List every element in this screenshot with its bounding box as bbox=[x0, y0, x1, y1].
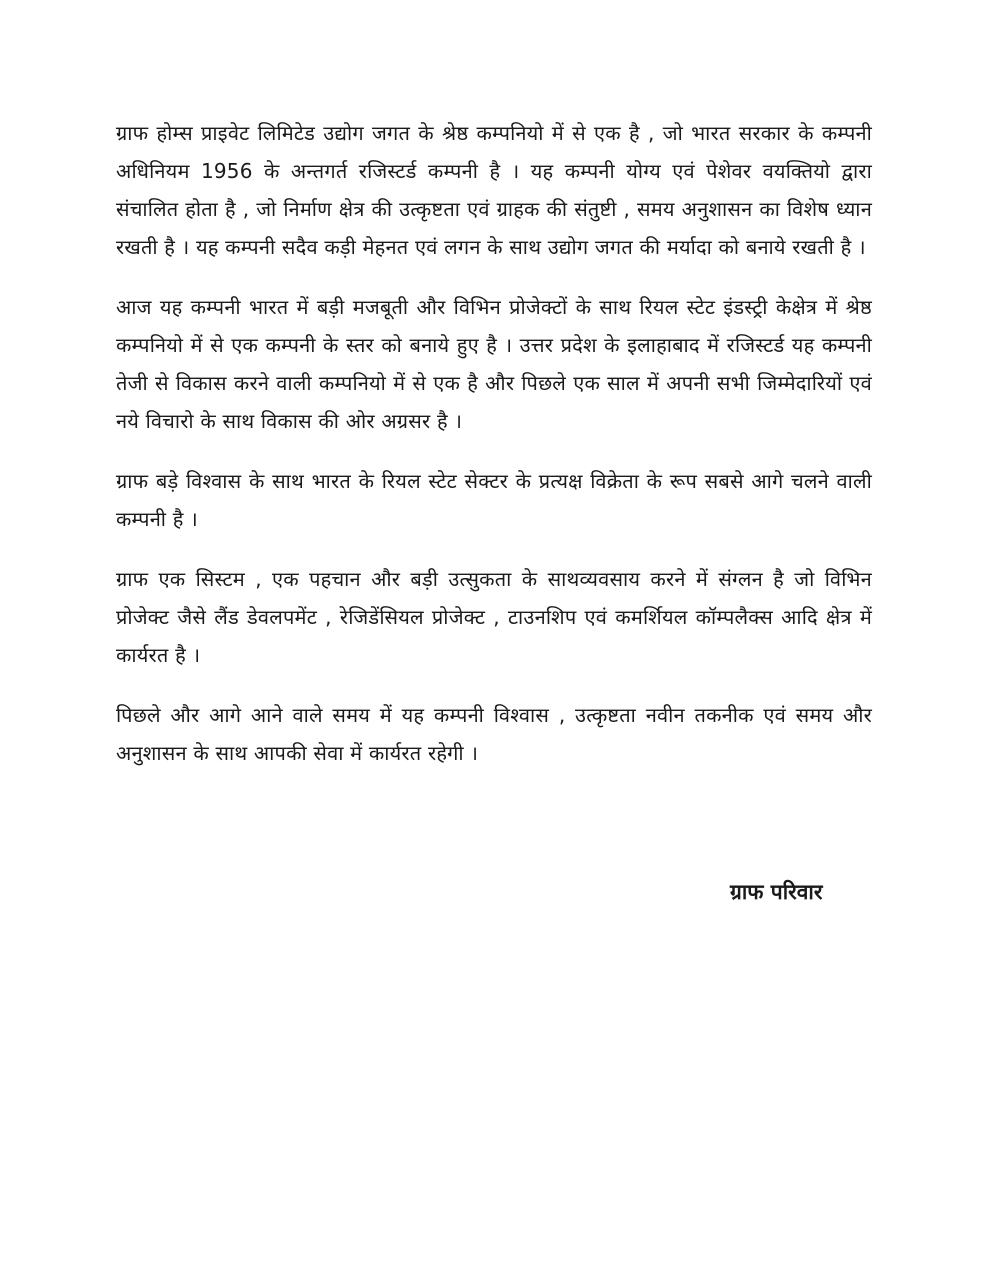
paragraph-company-intro: ग्राफ होम्स प्राइवेट लिमिटेड उद्योग जगत के श्रेष्ठ कम्पनियो में से एक है , जो भारत सरकार के कम्पनी अधिनियम 1956 के अन्तगर्त रजिस्टर्ड कम्पनी है । यह कम्पनी योग्य एवं पेशेवर वयक्तियो द्वारा संचालित होता है , जो निर्माण क्षेत्र की उत्कृष्टता एवं ग्राहक की संतुष्टी , समय अनुशासन का विशेष ध्यान रखती है । यह कम्पनी सदैव कड़ी मेहनत एवं लगन के साथ उद्योग जगत की मर्यादा को बनाये रखती है । bbox=[116, 121, 872, 259]
document-body bbox=[116, 114, 872, 794]
paragraph-projects: ग्राफ एक सिस्टम , एक पहचान और बड़ी उत्सुकता के साथव्यवसाय करने में संग्लन है जो विभिन प्रोजेक्ट जैसे लैंड डेवलपमेंट , रेजिडेंसियल प्रोजेक्ट , टाउनशिप एवं कमर्शियल कॉम्पलैक्स आदि क्षेत्र में कार्यरत है । bbox=[116, 567, 872, 667]
paragraph-real-estate-sector: ग्राफ बड़े विश्वास के साथ भारत के रियल स्टेट सेक्टर के प्रत्यक्ष विक्रेता के रूप सबसे आगे चलने वाली कम्पनी है । bbox=[116, 469, 872, 531]
signature: ग्राफ परिवार bbox=[730, 880, 823, 904]
paragraph-future: पिछले और आगे आने वाले समय में यह कम्पनी विश्वास , उत्कृष्टता नवीन तकनीक एवं समय और अनुशासन के साथ आपकी सेवा में कार्यरत रहेगी । bbox=[116, 703, 872, 765]
paragraph-company-growth: आज यह कम्पनी भारत में बड़ी मजबूती और विभिन प्रोजेक्टों के साथ रियल स्टेट इंडस्ट्री केक्षेत्र में श्रेष्ठ कम्पनियो में से एक कम्पनी के स्तर को बनाये हुए है । उत्तर प्रदेश के इलाहाबाद में रजिस्टर्ड यह कम्पनी तेजी से विकास करने वाली कम्पनियो में से एक है और पिछले एक साल में अपनी सभी जिम्मेदारियों एवं नये विचारो के साथ विकास की ओर अग्रसर है । bbox=[116, 295, 872, 433]
